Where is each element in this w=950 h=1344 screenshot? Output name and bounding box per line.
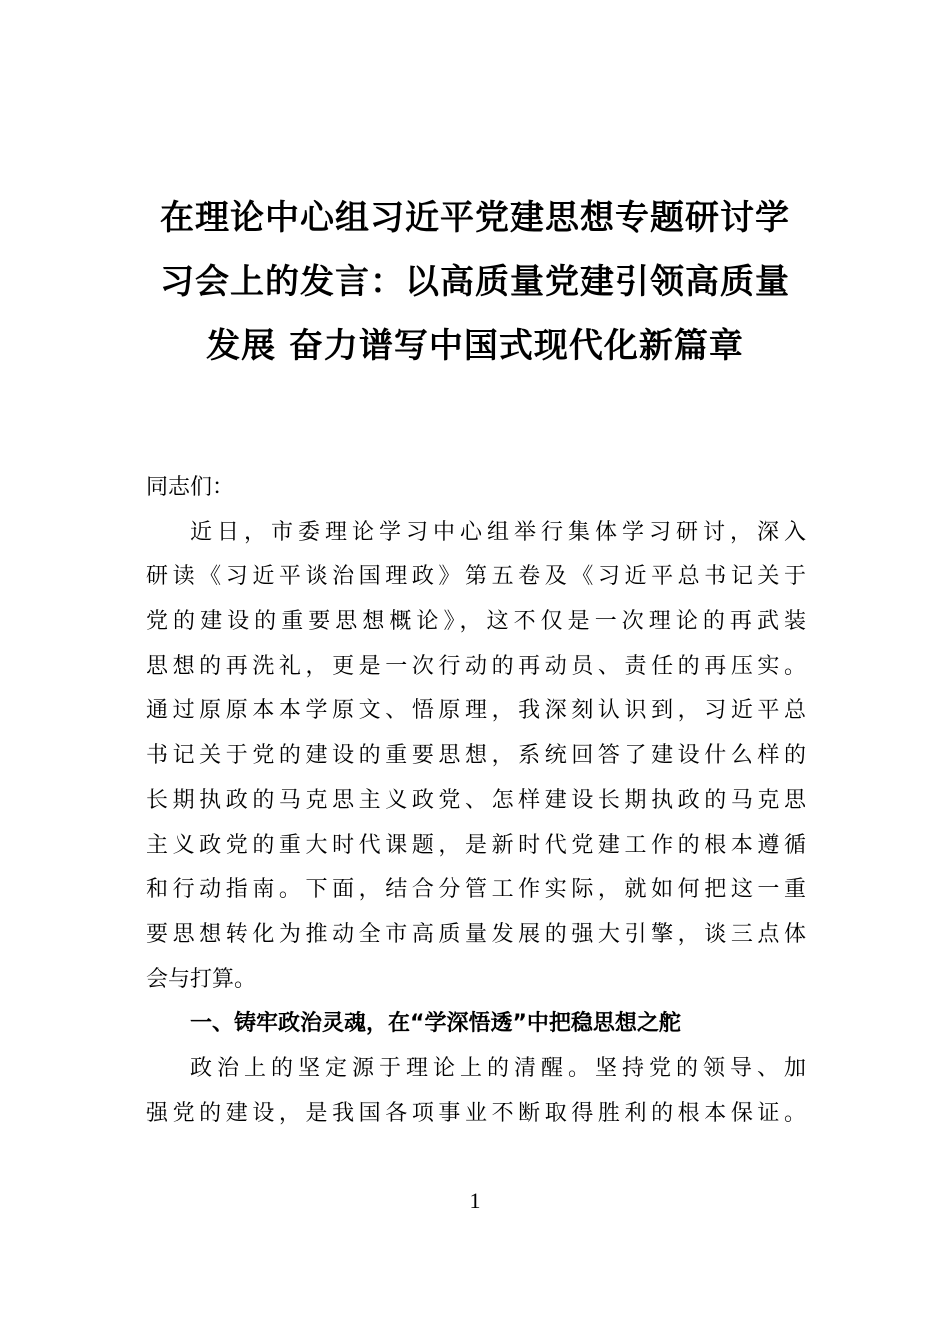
paragraph-line: 政治上的坚定源于理论上的清醒。坚持党的领导、加 xyxy=(190,1055,806,1081)
section-heading: 一、铸牢政治灵魂，在“学深悟透”中把稳思想之舵 xyxy=(190,1011,681,1037)
salutation: 同志们： xyxy=(146,475,235,500)
paragraph-line: 和行动指南。下面，结合分管工作实际，就如何把这一重 xyxy=(146,877,806,903)
paragraph-line: 要思想转化为推动全市高质量发展的强大引擎，谈三点体 xyxy=(146,921,806,947)
title-line: 习会上的发言：以高质量党建引领高质量 xyxy=(160,262,790,302)
paragraph-line: 书记关于党的建设的重要思想，系统回答了建设什么样的 xyxy=(146,743,806,769)
paragraph-line: 主义政党的重大时代课题，是新时代党建工作的根本遵循 xyxy=(146,832,806,858)
paragraph-line: 通过原原本本学原文、悟原理，我深刻认识到，习近平总 xyxy=(146,698,806,724)
paragraph-section1 xyxy=(146,1047,806,1136)
page-number: 1 xyxy=(469,1188,481,1213)
document-title xyxy=(120,192,830,384)
paragraph-line: 强党的建设，是我国各项事业不断取得胜利的根本保证。 xyxy=(146,1100,806,1126)
paragraph-line: 思想的再洗礼，更是一次行动的再动员、责任的再压实。 xyxy=(146,653,806,679)
paragraph-intro xyxy=(146,511,806,1003)
title-line: 在理论中心组习近平党建思想专题研讨学 xyxy=(160,198,790,238)
paragraph-line: 会与打算。 xyxy=(146,966,257,992)
title-line: 发展 奋力谱写中国式现代化新篇章 xyxy=(206,326,744,366)
paragraph-line: 党的建设的重要思想概论》，这不仅是一次理论的再武装 xyxy=(146,609,806,635)
document-body xyxy=(146,466,806,1136)
paragraph-line: 近日，市委理论学习中心组举行集体学习研讨，深入 xyxy=(190,519,806,545)
paragraph-line: 研读《习近平谈治国理政》第五卷及《习近平总书记关于 xyxy=(146,564,806,590)
paragraph-line: 长期执政的马克思主义政党、怎样建设长期执政的马克思 xyxy=(146,787,806,813)
